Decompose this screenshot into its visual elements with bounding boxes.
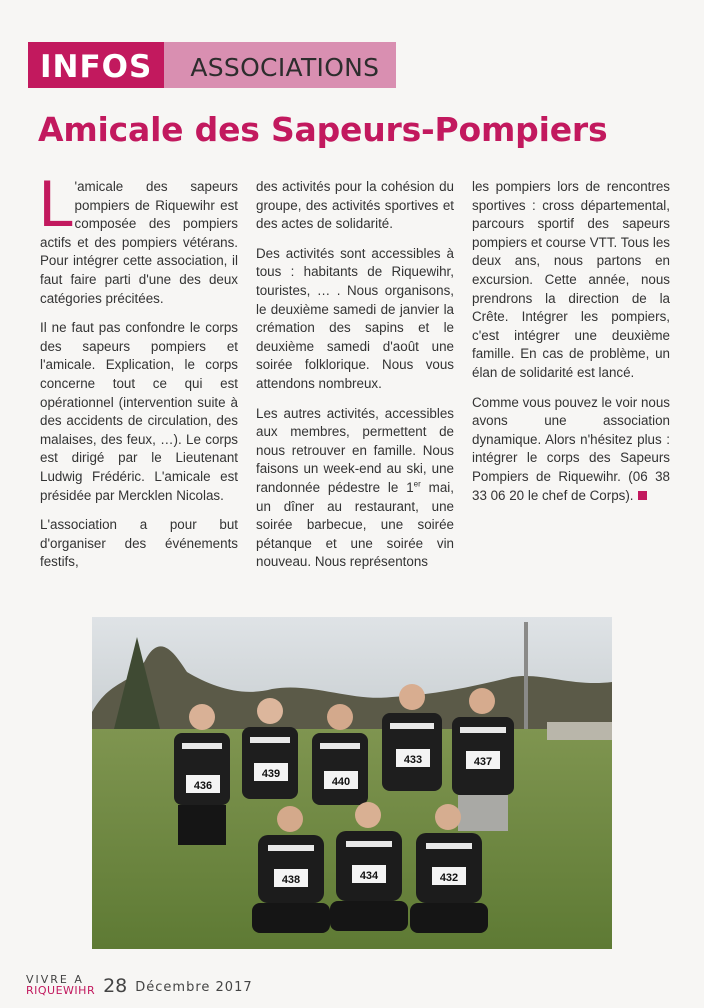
bib-number: 438 [281, 874, 301, 886]
superscript: er [413, 479, 421, 489]
team-photo [92, 617, 612, 949]
bib-number: 437 [473, 756, 493, 768]
brand-top: VIVRE A [26, 973, 84, 986]
issue-date: Décembre 2017 [135, 980, 253, 995]
paragraph: L'association a pour but d'organiser des événements festifs, [40, 517, 238, 570]
section-header [28, 42, 396, 88]
page-number: 28 [103, 975, 128, 997]
bib-number: 439 [261, 768, 281, 780]
paragraph-text: Les autres activités, accessibles aux membres, permettent de nous retrouver en famille. Nous faisons un week-end au ski, une randonnée pédestre le 1 [256, 405, 454, 495]
front-row [252, 802, 488, 933]
bib-number: 433 [403, 754, 423, 766]
article-column-2 [256, 178, 454, 583]
bib-number: 434 [359, 870, 379, 882]
brand-bottom: RIQUEWIHR [26, 984, 96, 997]
section-tag: INFOS [28, 42, 164, 88]
page-footer [26, 974, 253, 996]
bib-number: 440 [331, 776, 351, 788]
team-photo-illustration [92, 617, 612, 949]
paragraph: des activités pour la cohésion du groupe, des activités sportives et des actes de solidarité. [256, 179, 454, 232]
article-title: Amicale des Sapeurs-Pompiers [38, 110, 608, 149]
article-column-1 [38, 168, 238, 583]
bib-number: 436 [193, 780, 213, 792]
paragraph [38, 168, 238, 308]
magazine-brand [26, 974, 95, 996]
paragraph: Il ne faut pas confondre le corps des sapeurs pompiers et l'amicale. Explication, le corps concerne tout ce qui est opérationnel (intervention suite à des accidents de circulation, des malaises, des feux, …). Le corps est dirigé par le Lieutenant Ludwig Frédéric. L'amicale est présidée par Mercklen Nicolas. [40, 320, 238, 503]
paragraph: les pompiers lors de rencontres sportives : cross départemental, parcours sportif des sapeurs pompiers et course VTT. Tous les deux ans, nous partons en excursion. Cette année, nous prendrons la direction de la Crête. Intégrer les pompiers, c'est intégrer une deuxième famille. En cas de problème, un élan de solidarité est lancé. [472, 179, 670, 380]
end-of-article-mark [638, 491, 647, 500]
photo-pole [524, 622, 528, 737]
bib-number: 432 [439, 872, 459, 884]
photo-fence [547, 722, 612, 740]
paragraph [256, 405, 454, 572]
dropcap: L [38, 168, 73, 241]
paragraph-text: Comme vous pouvez le voir nous avons une association dynamique. Alors n'hésitez plus : intégrer le corps des Sapeurs Pompiers de Riquewihr. (06 38 33 06 20 le chef de Corps). [472, 394, 670, 503]
paragraph: Des activités sont accessibles à tous : habitants de Riquewihr, touristes, … . Nous organisons, le deuxième samedi de janvier la crémation des sapins et le deuxième samedi d'août une soirée folklorique. Nous vous attendons nombreux. [256, 245, 454, 391]
paragraph-text: 'amicale des sapeurs pompiers de Riquewihr est composée des pompiers actifs et des pompiers vétérans. Pour intégrer cette association, il faut faire parti d'une des deux catégories précitées. [40, 179, 238, 306]
paragraph-text: mai, un dîner au restaurant, une soirée barbecue, une soirée pétanque et une soirée vin nouveau. Nous représentons [256, 479, 454, 570]
category-tag: ASSOCIATIONS [164, 42, 396, 88]
paragraph [472, 394, 670, 506]
article-column-3 [472, 178, 670, 516]
